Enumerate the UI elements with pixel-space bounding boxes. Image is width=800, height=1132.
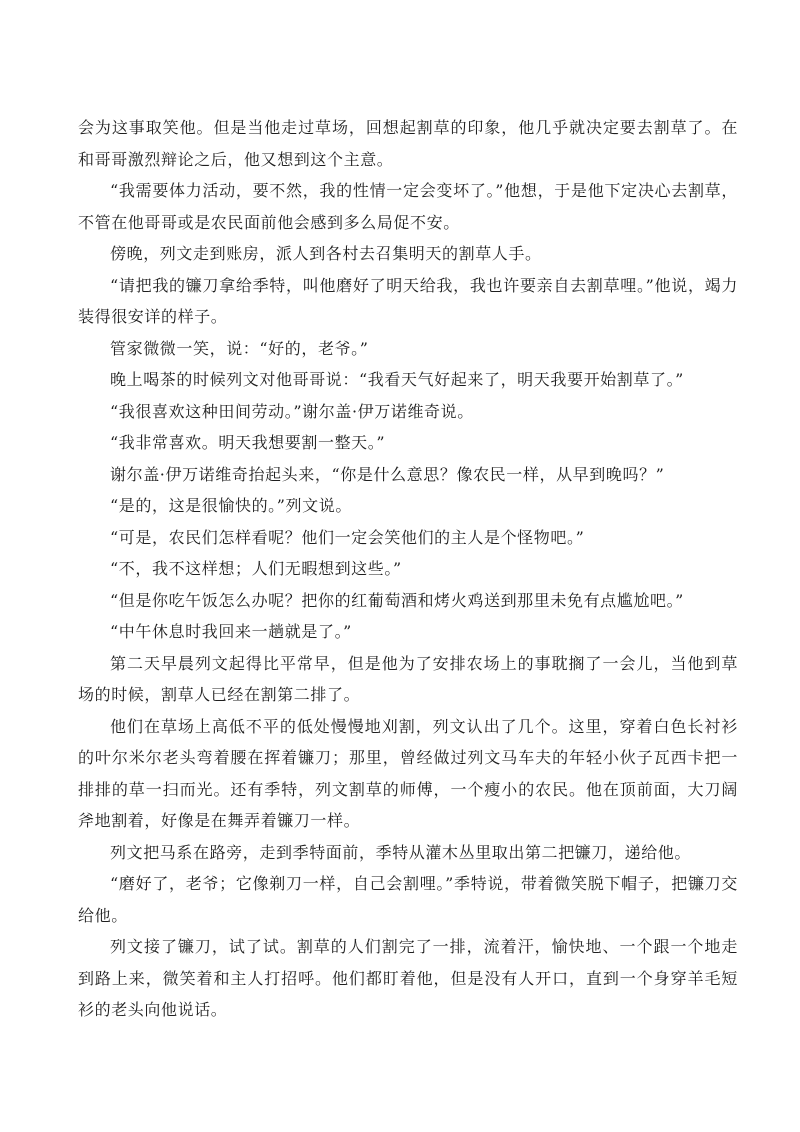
paragraph: “我很喜欢这种田间劳动。”谢尔盖·伊万诺维奇说。 — [110, 401, 474, 421]
paragraph: “请把我的镰刀拿给季特，叫他磨好了明天给我，我也许要亲自去割草哩。”他说，竭力装得很安详的样子。 — [78, 275, 738, 326]
paragraph: 第二天早晨列文起得比平常早，但是他为了安排农场上的事耽搁了一会儿，当他到草场的时候，割草人已经在割第二排了。 — [78, 653, 738, 704]
body-text — [78, 112, 738, 1026]
paragraph: 谢尔盖·伊万诺维奇抬起头来，“你是什么意思？像农民一样，从早到晚吗？” — [110, 464, 665, 484]
paragraph: “我非常喜欢。明天我想要割一整天。” — [110, 433, 386, 452]
paragraph: 晚上喝茶的时候列文对他哥哥说：“我看天气好起来了，明天我要开始割草了。” — [110, 370, 684, 389]
paragraph: “不，我不这样想；人们无暇想到这些。” — [110, 559, 402, 578]
paragraph: 列文接了镰刀，试了试。割草的人们割完了一排，流着汗，愉快地、一个跟一个地走到路上来，微笑着和主人打招呼。他们都盯着他，但是没有人开口，直到一个身穿羊毛短衫的老头向他说话。 — [78, 937, 738, 1019]
paragraph: 会为这事取笑他。但是当他走过草场，回想起割草的印象，他几乎就决定要去割草了。在和哥哥激烈辩论之后，他又想到这个主意。 — [78, 118, 738, 169]
paragraph: “我需要体力活动，要不然，我的性情一定会变坏了。”他想，于是他下定决心去割草，不管在他哥哥或是农民面前他会感到多么局促不安。 — [78, 181, 738, 232]
paragraph: 管家微微一笑，说：“好的，老爷。” — [110, 338, 369, 358]
paragraph: 傍晚，列文走到账房，派人到各村去召集明天的割草人手。 — [110, 244, 542, 263]
paragraph: “磨好了，老爷；它像剃刀一样，自己会割哩。”季特说，带着微笑脱下帽子，把镰刀交给他。 — [78, 874, 738, 925]
paragraph: “中午休息时我回来一趟就是了。” — [110, 622, 352, 641]
paragraph: “但是你吃午饭怎么办呢？把你的红葡萄酒和烤火鸡送到那里未免有点尴尬吧。” — [110, 590, 684, 610]
paragraph: “是的，这是很愉快的。”列文说。 — [110, 496, 352, 515]
paragraph: 列文把马系在路旁，走到季特面前，季特从灌木丛里取出第二把镰刀，递给他。 — [110, 842, 692, 862]
paragraph: 他们在草场上高低不平的低处慢慢地刈割，列文认出了几个。这里，穿着白色长衬衫的叶尔米尔老头弯着腰在挥着镰刀；那里，曾经做过列文马车夫的年轻小伙子瓦西卡把一排排的草一扫而光。还有季特，列文割草的师傅，一个瘦小的农民。他在顶前面，大刀阔斧地割着，好像是在舞弄着镰刀一样。 — [78, 716, 738, 830]
paragraph: “可是，农民们怎样看呢？他们一定会笑他们的主人是个怪物吧。” — [110, 527, 585, 547]
